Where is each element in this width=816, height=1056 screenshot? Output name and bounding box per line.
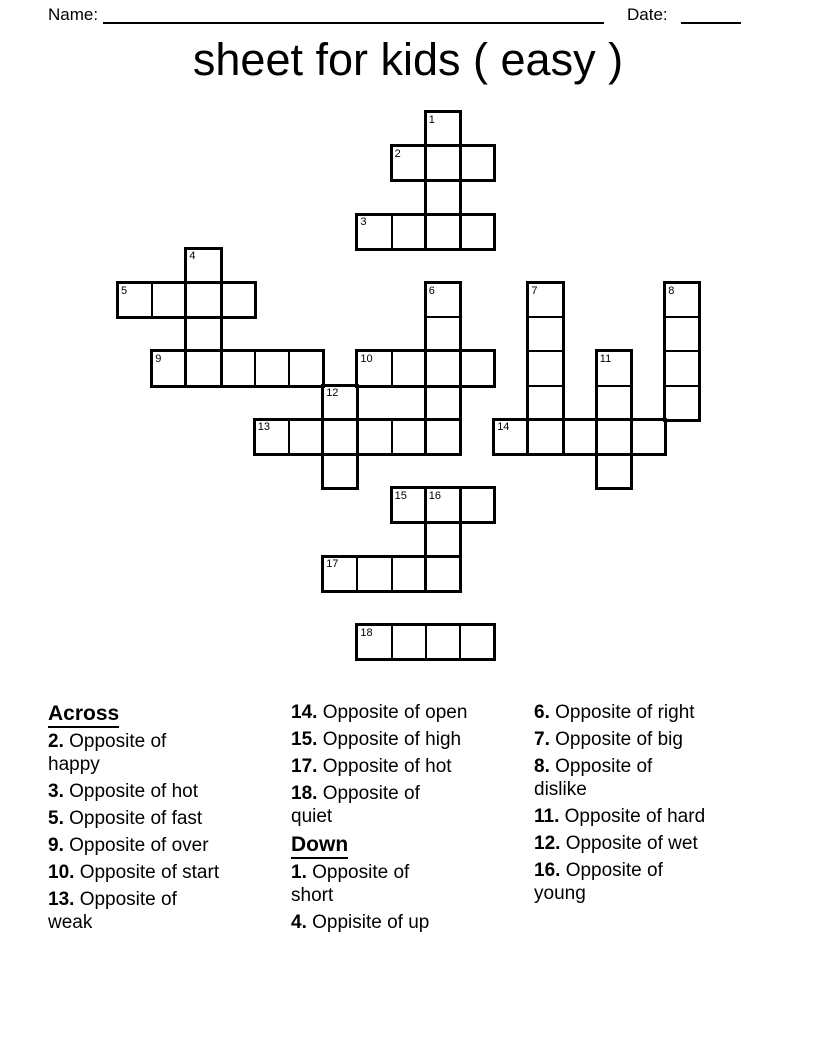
- grid-cell[interactable]: [562, 419, 598, 455]
- grid-cell[interactable]: [220, 282, 256, 318]
- grid-cell[interactable]: [391, 350, 427, 386]
- clue-section-heading: Across: [48, 701, 286, 726]
- cell-number: 9: [155, 352, 162, 365]
- cell-number: 15: [394, 489, 407, 502]
- grid-cell[interactable]: [425, 556, 461, 592]
- clue-item: 10. Opposite of start: [48, 862, 220, 883]
- cell-number: 6: [428, 284, 435, 297]
- grid-cell[interactable]: [288, 350, 324, 386]
- grid-cell[interactable]: [664, 385, 700, 421]
- clue-item: 18. Opposite of quiet: [291, 783, 420, 827]
- clue-column-2: [291, 701, 529, 934]
- cell-number: 13: [257, 421, 271, 434]
- grid-cell[interactable]: [664, 350, 700, 386]
- grid-cell[interactable]: [356, 419, 392, 455]
- grid-cell[interactable]: [391, 419, 427, 455]
- clue-number: 6.: [534, 702, 550, 723]
- grid-cell[interactable]: [151, 282, 187, 318]
- grid-cell[interactable]: [596, 453, 632, 489]
- grid-cell[interactable]: [425, 419, 461, 455]
- clue-number: 3.: [48, 781, 64, 802]
- cell-number: 16: [428, 489, 442, 502]
- clue-number: 1.: [291, 862, 307, 883]
- grid-cell[interactable]: [425, 350, 461, 386]
- clue-number: 12.: [534, 833, 561, 854]
- clue-item: 14. Opposite of open: [291, 702, 468, 723]
- clue-item: 5. Opposite of fast: [48, 808, 203, 829]
- grid-cell[interactable]: [356, 556, 392, 592]
- clue-item: 7. Opposite of big: [534, 729, 683, 750]
- crossword-grid: [117, 111, 737, 663]
- clue-item: 2. Opposite of happy: [48, 731, 167, 775]
- clue-column-3: [534, 701, 772, 905]
- grid-cell[interactable]: [220, 350, 256, 386]
- clue-number: 16.: [534, 860, 561, 881]
- grid-cell[interactable]: [425, 316, 461, 352]
- grid-cell[interactable]: [425, 145, 461, 181]
- clue-number: 5.: [48, 808, 64, 829]
- name-label: Name:: [48, 5, 99, 24]
- grid-cell[interactable]: [425, 179, 461, 215]
- clue-item: 12. Opposite of wet: [534, 833, 698, 854]
- grid-cell[interactable]: [459, 487, 495, 523]
- grid-cell[interactable]: [425, 385, 461, 421]
- clue-section-heading: Down: [291, 832, 529, 857]
- clue-item: 3. Opposite of hot: [48, 781, 199, 802]
- cell-number: 8: [668, 284, 675, 297]
- grid-cell[interactable]: [254, 350, 290, 386]
- cell-number: 4: [189, 250, 196, 263]
- clue-number: 4.: [291, 912, 307, 933]
- grid-cell[interactable]: [527, 385, 563, 421]
- grid-cell[interactable]: [527, 350, 563, 386]
- clue-number: 17.: [291, 756, 318, 777]
- clue-number: 2.: [48, 731, 64, 752]
- grid-cell[interactable]: [391, 556, 427, 592]
- name-blank-line[interactable]: [103, 7, 604, 24]
- clue-number: 13.: [48, 889, 75, 910]
- grid-cell[interactable]: [630, 419, 666, 455]
- date-blank-line[interactable]: [681, 7, 741, 24]
- clue-item: 16. Opposite of young: [534, 860, 663, 904]
- grid-cell[interactable]: [459, 624, 495, 660]
- grid-cell[interactable]: [459, 214, 495, 250]
- grid-cell[interactable]: [322, 419, 358, 455]
- grid-cell[interactable]: [425, 521, 461, 557]
- date-label: Date:: [627, 5, 668, 24]
- grid-cell[interactable]: [425, 624, 461, 660]
- clue-item: 6. Opposite of right: [534, 702, 695, 723]
- clue-item: 11. Opposite of hard: [534, 806, 706, 827]
- grid-cell[interactable]: [288, 419, 324, 455]
- grid-cell[interactable]: [596, 419, 632, 455]
- grid-cell[interactable]: [527, 419, 563, 455]
- cell-number: 18: [360, 626, 373, 639]
- grid-cell[interactable]: [596, 385, 632, 421]
- cell-number: 12: [326, 387, 339, 400]
- clue-number: 15.: [291, 729, 318, 750]
- grid-cell[interactable]: [459, 145, 495, 181]
- cell-number: 2: [394, 147, 401, 160]
- grid-cell[interactable]: [527, 316, 563, 352]
- clue-item: 1. Opposite of short: [291, 862, 410, 906]
- page-title: sheet for kids ( easy ): [192, 34, 624, 85]
- clue-item: 4. Oppisite of up: [291, 912, 430, 933]
- cell-number: 3: [360, 216, 367, 229]
- clue-item: 15. Opposite of high: [291, 729, 462, 750]
- clue-number: 8.: [534, 756, 550, 777]
- grid-cell[interactable]: [185, 282, 221, 318]
- clue-item: 9. Opposite of over: [48, 835, 209, 856]
- grid-cell[interactable]: [664, 316, 700, 352]
- grid-cell[interactable]: [425, 214, 461, 250]
- clue-number: 7.: [534, 729, 550, 750]
- clue-list: [48, 701, 788, 951]
- cell-number: 11: [599, 352, 612, 365]
- cell-number: 14: [497, 421, 510, 434]
- clue-column-1: [48, 701, 286, 934]
- grid-cell[interactable]: [391, 214, 427, 250]
- grid-cell[interactable]: [459, 350, 495, 386]
- clue-number: 11.: [534, 806, 560, 827]
- cell-number: 10: [360, 352, 373, 365]
- clue-item: 8. Opposite of dislike: [534, 756, 653, 800]
- clue-number: 18.: [291, 783, 318, 804]
- clue-item: 13. Opposite of weak: [48, 889, 177, 933]
- cell-number: 17: [326, 558, 339, 571]
- cell-number: 5: [121, 284, 128, 297]
- grid-cell[interactable]: [185, 316, 221, 352]
- grid-cell[interactable]: [185, 350, 221, 386]
- grid-cell[interactable]: [391, 624, 427, 660]
- grid-cell[interactable]: [322, 453, 358, 489]
- clue-number: 14.: [291, 702, 318, 723]
- cell-number: 7: [531, 284, 538, 297]
- clue-number: 10.: [48, 862, 75, 883]
- cell-number: 1: [428, 113, 435, 126]
- clue-item: 17. Opposite of hot: [291, 756, 452, 777]
- clue-number: 9.: [48, 835, 64, 856]
